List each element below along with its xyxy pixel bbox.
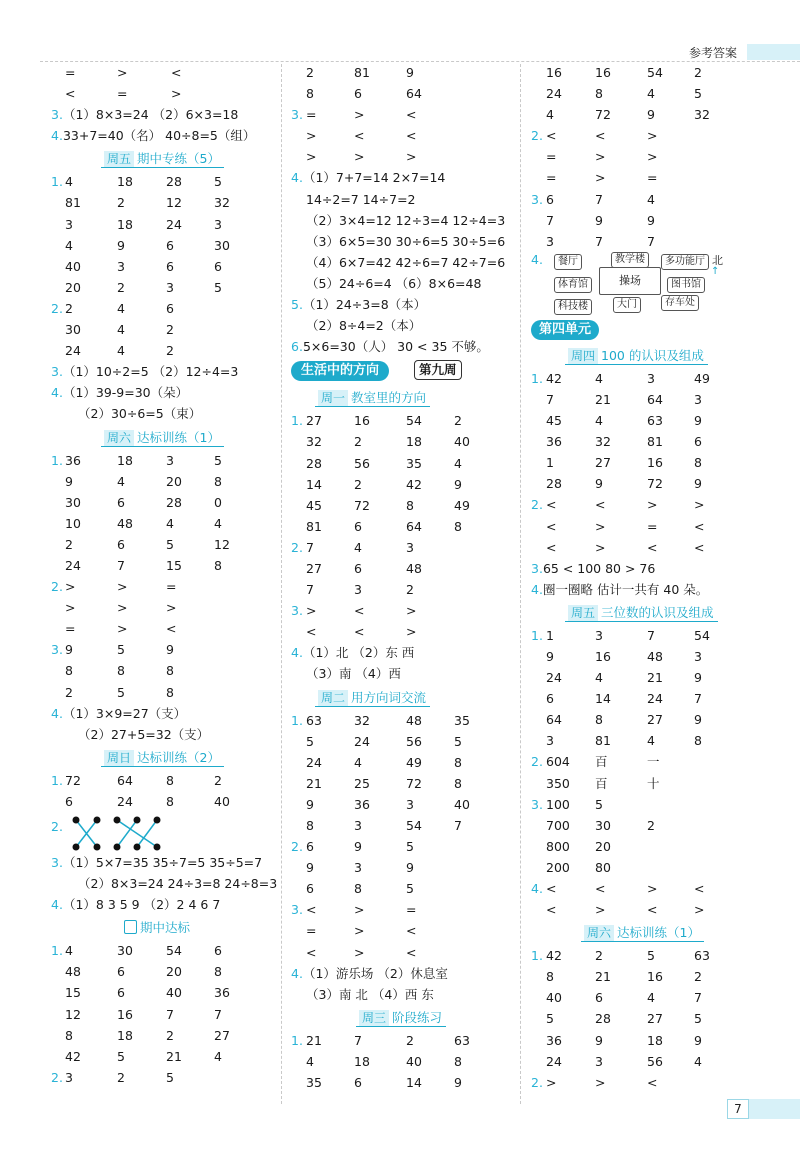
answer-row: 350 百 十 (546, 775, 660, 791)
answer-row: 40 3 6 6 (65, 258, 222, 274)
answer-row: 4 72 9 32 (546, 107, 710, 123)
answer-row: 14 2 42 9 (306, 476, 462, 492)
map-label-bike-shed: 存车处 (661, 295, 699, 311)
answer-row: < > < (306, 944, 417, 960)
answer-row: 8 21 16 2 (546, 969, 702, 985)
map-label-teaching-building: 教学楼 (611, 252, 649, 268)
answer-row: 24 4 2 (65, 343, 174, 359)
page-number: 7 (727, 1099, 749, 1119)
answer-row: 6 14 24 7 (546, 691, 702, 707)
answer-row: 2. < < > > (531, 497, 705, 513)
answer-row: 6 8 5 (306, 881, 414, 897)
answer-row: 3 7 7 (546, 233, 655, 249)
section-heading: 周五 三位数的认识及组成 (531, 600, 781, 625)
answer-row: 4 9 6 30 (65, 237, 230, 253)
answer-row: （3）南 北 （4）西 东 (306, 986, 434, 1002)
section-heading: 周日 达标训练（2） (51, 745, 301, 770)
answer-row: 2. 604 百 一 (531, 754, 660, 770)
answer-row: 81 6 64 8 (306, 518, 462, 534)
answer-row: 45 4 63 9 (546, 413, 702, 429)
unit-banner: 第四单元 (531, 316, 781, 343)
section-heading: 周一 教室里的方向 (291, 385, 541, 410)
answer-row: 3.65 < 100 80 > 76 (531, 560, 656, 576)
map-label-playground: 操场 (599, 267, 661, 295)
map-label-library: 图书馆 (667, 277, 705, 293)
answer-row: > < < (306, 128, 417, 144)
pencil-icon (124, 920, 137, 934)
answer-row: 14÷2=7 14÷7=2 (306, 191, 416, 207)
answer-row: （2）30÷6=5（束） (78, 406, 202, 422)
answer-row: 5 24 56 5 (306, 733, 462, 749)
answer-row: （4）6×7=42 42÷6=7 42÷7=6 (306, 254, 506, 270)
answer-row: 3. = > < (291, 107, 417, 123)
section-heading: 周三 阶段练习 (291, 1005, 541, 1030)
answer-row: = > < (65, 65, 182, 80)
answer-row: 9 36 3 40 (306, 796, 470, 812)
answer-row: 1. 4 18 28 5 (51, 174, 222, 190)
section-heading: 周六 达标训练（1） (531, 920, 781, 945)
section-heading: 期中达标 (51, 915, 301, 940)
header-band (747, 44, 800, 60)
answer-row: 4.圈一圈略 估计一共有 40 朵。 (531, 581, 709, 597)
answer-row: 6 24 8 40 (65, 793, 230, 809)
answer-row: 32 2 18 40 (306, 434, 470, 450)
answer-row: 3. 100 5 (531, 796, 603, 812)
answer-row: 35 6 14 9 (306, 1075, 462, 1091)
answer-row: 4.（1）3×9=27（支） (51, 705, 187, 721)
answer-row: = > > (546, 149, 658, 165)
answer-row: 7 21 64 3 (546, 391, 702, 407)
answer-row: 24 4 49 8 (306, 754, 462, 770)
answer-column-3 (531, 62, 781, 1093)
answer-row: = > < (65, 621, 177, 637)
answer-row: 3. > < > (291, 603, 417, 619)
answer-row: 36 32 81 6 (546, 434, 702, 450)
north-arrow-icon: ↑ (711, 265, 720, 277)
answer-row: 8 18 2 27 (65, 1027, 230, 1043)
answer-row: 36 9 18 9 (546, 1032, 702, 1048)
section-heading: 周二 用方向词交流 (291, 685, 541, 710)
answer-row: （3）南 （4）西 (306, 666, 401, 682)
answer-row: （2）8÷4=2（本） (306, 318, 422, 334)
answer-row: 4.（1）7+7=14 2×7=14 (291, 170, 446, 186)
answer-row: 7 3 2 (306, 582, 414, 598)
answer-row: 1. 42 2 5 63 (531, 948, 710, 964)
answer-row: 2 81 9 (306, 65, 414, 80)
answer-row: 9 3 9 (306, 860, 414, 876)
answer-row: 4.（1）北 （2）东 西 (291, 645, 415, 661)
answer-row: 5.（1）24÷3=8（本） (291, 297, 427, 313)
answer-row: 8 3 54 7 (306, 818, 462, 833)
answer-row: 1. 21 7 2 63 (291, 1032, 470, 1048)
answer-row: 1. 1 3 7 54 (531, 627, 710, 643)
answer-row: 2. 6 9 5 (291, 839, 414, 855)
answer-row: 3.（1）5×7=35 35÷7=5 35÷5=7 (51, 855, 263, 870)
answer-row: 2 5 8 (65, 684, 174, 700)
answer-row: 3 18 24 3 (65, 216, 222, 232)
matching-dots-figure (69, 814, 174, 852)
answer-row: 2. > > < (531, 1074, 658, 1090)
answer-row: 4.（1）39-9=30（朵） (51, 385, 189, 401)
map-label-multifunction-hall: 多功能厅 (661, 254, 709, 270)
answer-row: 21 25 72 8 (306, 775, 462, 791)
answer-row: < > < > (546, 902, 705, 918)
answer-row: < < > (306, 624, 417, 640)
answer-row: 5 28 27 5 (546, 1011, 702, 1027)
answer-row: 45 72 8 49 (306, 497, 470, 513)
answer-row: 42 5 21 4 (65, 1048, 222, 1064)
answer-row: 4.（1）8 3 5 9 （2）2 4 6 7 (51, 897, 221, 913)
answer-row: 200 80 (546, 859, 611, 875)
answer-row: 7 9 9 (546, 212, 655, 228)
answer-row: 27 6 48 (306, 560, 422, 576)
map-label-gym: 体育馆 (554, 277, 592, 293)
answer-row: 64 8 27 9 (546, 712, 702, 728)
answer-row: 6.5×6=30（人） 30 < 35 不够。 (291, 339, 489, 355)
answer-row: 24 8 4 5 (546, 86, 702, 102)
answer-row: 3. 9 5 9 (51, 642, 174, 658)
answer-row: 30 4 2 (65, 322, 174, 338)
answer-row: （3）6×5=30 30÷6=5 30÷5=6 (306, 233, 506, 249)
answer-row: 2. > > = (51, 579, 177, 595)
answer-row: 10 48 4 4 (65, 515, 222, 531)
header-title: 参考答案 (689, 46, 738, 60)
section-heading: 周六 达标训练（1） (51, 425, 301, 450)
answer-row: 8 8 8 (65, 663, 174, 679)
answer-row: 1. 42 4 3 49 (531, 370, 710, 386)
answer-row: < = > (65, 86, 182, 102)
answer-row: > > > (306, 149, 417, 165)
answer-row: 48 6 20 8 (65, 964, 222, 980)
answer-column-2 (291, 62, 541, 1093)
map-label-tech-building: 科技楼 (554, 299, 592, 315)
answer-row: 1. 63 32 48 35 (291, 712, 470, 728)
answer-row: 3 81 4 8 (546, 733, 702, 749)
answer-row: 2 6 5 12 (65, 536, 230, 552)
answer-row: 3. < > = (291, 902, 417, 918)
answer-row: 24 4 21 9 (546, 670, 702, 686)
answer-row: 2. 7 4 3 (291, 539, 414, 555)
matching-answer-row: 2. (51, 812, 301, 852)
answer-row: （2）3×4=12 12÷3=4 12÷4=3 (306, 212, 506, 228)
answer-row: （2）27+5=32（支） (78, 726, 210, 742)
campus-map: 4. 餐厅 教学楼 多功能厅 北 ↑ 体育馆 操场 图书馆 科技楼 大门 存车处 (531, 252, 781, 316)
answer-row: 12 16 7 7 (65, 1006, 222, 1022)
answer-row: 28 9 72 9 (546, 476, 702, 492)
answer-row: 700 30 2 (546, 817, 655, 833)
unit-banner: 生活中的方向 第九周 (291, 357, 541, 385)
map-label-canteen: 餐厅 (554, 254, 582, 270)
answer-row: > > > (65, 600, 177, 616)
answer-row: 3.（1）8×3=24 （2）6×3=18 (51, 107, 239, 123)
north-label: 北 (712, 253, 723, 267)
answer-row: 2. < < > (531, 128, 658, 144)
answer-row: 1. 27 16 54 2 (291, 413, 462, 429)
answer-row: 1 27 16 8 (546, 455, 702, 471)
section-heading: 周四 100 的认识及组成 (531, 343, 781, 368)
week-label: 第九周 (414, 360, 462, 380)
answer-row: 4.（1）游乐场 （2）休息室 (291, 965, 448, 981)
answer-row: 30 6 28 0 (65, 494, 222, 510)
answer-row: 1. 36 18 3 5 (51, 452, 222, 468)
answer-row: 28 56 35 4 (306, 455, 462, 471)
answer-row: （5）24÷6=4 （6）8×6=48 (306, 275, 482, 291)
answer-row: 2. 3 2 5 (51, 1069, 174, 1085)
answer-row: 4.33+7=40（名） 40÷8=5（组） (51, 128, 256, 144)
answer-row: < > < < (546, 539, 705, 555)
answer-row: 3. 6 7 4 (531, 191, 655, 207)
answer-row: 20 2 3 5 (65, 279, 222, 295)
answer-row: 40 6 4 7 (546, 990, 702, 1006)
answer-row: 16 16 54 2 (546, 65, 702, 80)
answer-row: < > = < (546, 518, 705, 534)
page-number-band (749, 1099, 800, 1119)
answer-row: 4. < < > < (531, 881, 705, 896)
answer-row: 2. 2 4 6 (51, 300, 174, 316)
answer-row: 8 6 64 (306, 86, 422, 102)
answer-row: 4 18 40 8 (306, 1053, 462, 1069)
answer-row: 15 6 40 36 (65, 985, 230, 1001)
answer-row: 81 2 12 32 (65, 195, 230, 211)
section-heading: 周五 期中专练（5） (51, 146, 301, 171)
answer-row: （2）8×3=24 24÷3=8 24÷8=3 (78, 876, 278, 892)
answer-row: 24 7 15 8 (65, 557, 222, 573)
answer-row: = > < (306, 923, 417, 939)
answer-row: 3.（1）10÷2=5 （2）12÷4=3 (51, 364, 239, 380)
answer-row: 9 16 48 3 (546, 648, 702, 664)
answer-row: 1. 72 64 8 2 (51, 772, 222, 788)
answer-row: 24 3 56 4 (546, 1053, 702, 1069)
answer-row: = > = (546, 170, 658, 186)
answer-row: 1. 4 30 54 6 (51, 943, 222, 959)
answer-row: 9 4 20 8 (65, 473, 222, 489)
answer-column-1 (51, 62, 301, 1088)
answer-row: 800 20 (546, 838, 611, 854)
map-label-gate: 大门 (613, 297, 641, 313)
